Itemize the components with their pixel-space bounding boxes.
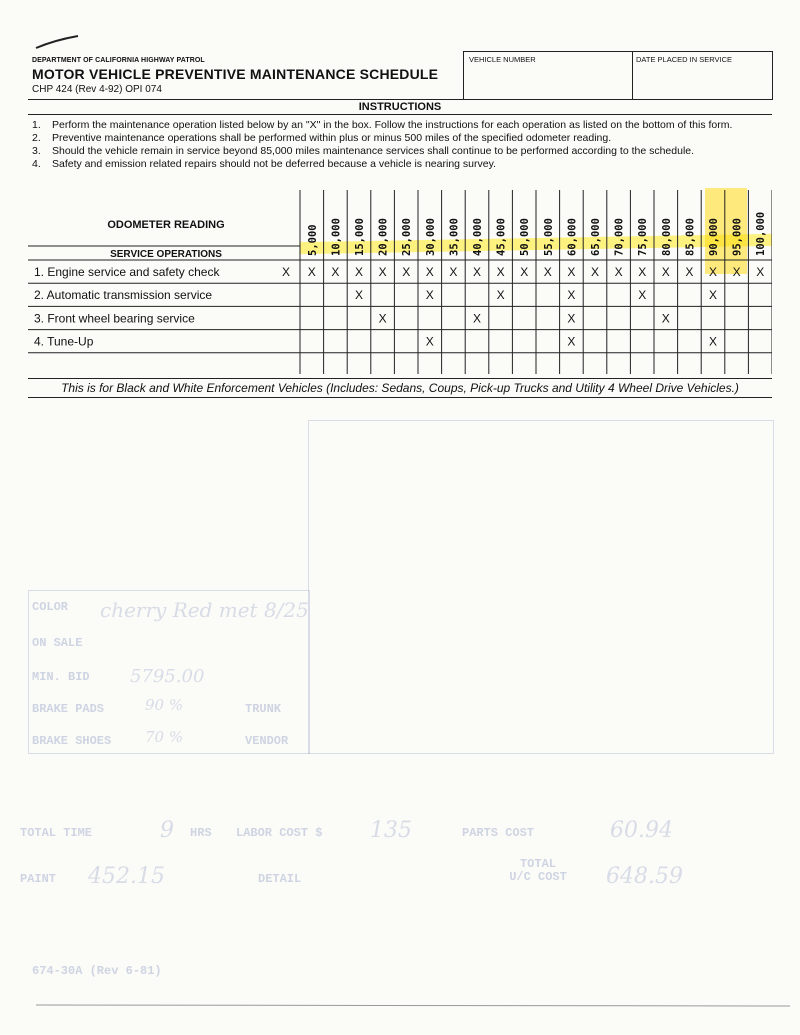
instruction-item [32,158,774,171]
mileage-label: 35,000 [448,218,461,256]
bleed-brake-pads-value: 90 % [145,696,184,714]
mileage-label: 55,000 [542,218,555,256]
pen-stroke [36,36,78,48]
schedule-mark: X [425,288,434,303]
instruction-item [32,132,774,145]
vehicle-number-field[interactable] [463,51,633,100]
instruction-number: 3. [32,145,41,157]
date-in-service-label: DATE PLACED IN SERVICE [636,55,732,64]
bleed-total-label: TOTAL U/C COST [509,857,567,884]
schedule-mark: X [402,265,411,279]
bleed-vendor-label: VENDOR [245,734,289,748]
schedule-mark: X [638,288,647,303]
bleed-trunk-label: TRUNK [245,702,282,716]
bleed-parts-cost-value: 60.94 [610,818,673,843]
bleed-brake-shoes-value: 70 % [145,728,184,746]
bleed-paint-label: PAINT [20,872,57,886]
bleed-min-bid-value: 5795.00 [130,666,205,687]
vehicle-type-caption: This is for Black and White Enforcement Vehicles (Includes: Sedans, Coups, Pick-up Trucks and Utility 4 Wheel Drive Vehicles.) [28,378,772,398]
bleed-brake-shoes-label: BRAKE SHOES [32,734,112,748]
schedule-mark: X [496,288,505,303]
schedule-mark: X [708,288,718,303]
date-in-service-field[interactable] [631,51,773,100]
mileage-label: 20,000 [377,218,390,256]
instruction-text: Should the vehicle remain in service beyond 85,000 miles maintenance services shall continue to be performed according to the schedule. [52,145,695,157]
service-row-label: 4. Tune-Up [34,334,94,349]
schedule-mark: X [472,265,482,279]
schedule-mark: X [425,265,434,279]
service-row-label: 3. Front wheel bearing service [34,311,195,326]
schedule-mark: X [567,311,576,326]
schedule-mark: X [307,265,316,279]
mileage-label: 50,000 [519,218,532,256]
schedule-mark: X [331,265,340,279]
bleed-total-value: 648.59 [606,864,683,889]
form-title: MOTOR VEHICLE PREVENTIVE MAINTENANCE SCHEDULE [32,66,439,82]
instruction-number: 4. [32,158,41,170]
bleed-parts-cost-label: PARTS COST [462,826,535,840]
bleed-box-right [308,420,774,754]
mileage-label: 90,000 [708,218,720,256]
schedule-mark: X [567,265,576,279]
schedule-mark: X [661,265,670,279]
schedule-mark: X [638,265,647,279]
schedule-mark: X [732,265,741,279]
schedule-mark: X [520,265,529,279]
bleed-form-footer: 674-30A (Rev 6-81) [32,964,162,978]
bleed-total-time-label: TOTAL TIME [20,826,93,840]
bleed-hrs-label: HRS [190,826,212,840]
mileage-label: 100,000 [755,211,768,256]
row-mark: X [282,265,291,279]
instruction-text: Preventive maintenance operations shall be performed within plus or minus 500 miles of the specified odometer reading. [52,132,612,144]
mileage-label: 30,000 [424,218,437,256]
bleed-labor-cost-label: LABOR COST $ [236,826,323,840]
bleed-box-left [28,590,310,754]
schedule-mark: X [708,334,718,349]
mileage-label: 65,000 [590,218,602,256]
schedule-mark: X [354,265,364,279]
bleed-color-label: COLOR [32,600,69,614]
service-row-label: 2. Automatic transmission service [34,288,213,303]
mileage-label: 85,000 [684,218,697,256]
schedule-mark: X [543,265,552,279]
bleed-total-time-value: 9 [160,818,174,843]
department-name: DEPARTMENT OF CALIFORNIA HIGHWAY PATROL [32,57,205,64]
mileage-label: 15,000 [354,218,366,256]
instruction-text: Safety and emission related repairs should not be deferred because a vehicle is nearing survey. [52,158,496,170]
mileage-label: 70,000 [613,218,626,256]
maintenance-schedule-table [28,190,772,374]
mileage-label: 5,000 [306,224,319,256]
vehicle-number-label: VEHICLE NUMBER [469,55,536,64]
instruction-number: 2. [32,132,41,144]
bleed-on-sale-label: ON SALE [32,636,83,650]
mileage-label: 10,000 [330,218,343,256]
instruction-text: Perform the maintenance operation listed below by an "X" in the box. Follow the instructions for each operation as listed on the bottom of this form. [52,119,733,131]
instruction-item [32,119,774,132]
schedule-mark: X [378,311,387,326]
schedule-mark: X [472,311,482,326]
instructions-list [32,119,774,171]
schedule-mark: X [567,288,576,303]
schedule-mark: X [378,265,387,279]
bleed-labor-cost-value: 135 [370,818,412,843]
schedule-mark: X [496,265,505,279]
mileage-label: 25,000 [401,218,414,256]
bleed-paint-value: 452.15 [88,864,165,889]
mileage-label: 40,000 [472,218,484,256]
schedule-mark: X [708,265,718,279]
mileage-label: 80,000 [660,218,673,256]
schedule-mark: X [661,311,670,326]
mileage-label: 95,000 [731,218,744,256]
service-operations-label: SERVICE OPERATIONS [110,249,222,260]
schedule-mark: X [685,265,694,279]
service-row-label: 1. Engine service and safety check [34,265,220,279]
page-edge [36,1005,790,1006]
schedule-mark: X [614,265,623,279]
schedule-mark: X [756,265,765,279]
mileage-label: 75,000 [637,218,650,256]
form-id: CHP 424 (Rev 4-92) OPI 074 [32,84,162,95]
mileage-label: 60,000 [566,218,579,256]
instructions-heading: INSTRUCTIONS [28,99,772,115]
instruction-item [32,145,774,158]
schedule-mark: X [449,265,458,279]
bleed-detail-label: DETAIL [258,872,302,886]
schedule-mark: X [354,288,364,303]
bleed-brake-pads-label: BRAKE PADS [32,702,105,716]
schedule-mark: X [590,265,600,279]
bleed-min-bid-label: MIN. BID [32,670,90,684]
schedule-mark: X [425,334,434,349]
odometer-label: ODOMETER READING [107,219,225,231]
bleed-color-value: cherry Red met 8/25 [100,598,309,622]
instruction-number: 1. [32,119,41,131]
schedule-mark: X [567,334,576,349]
mileage-label: 45,000 [495,218,508,256]
